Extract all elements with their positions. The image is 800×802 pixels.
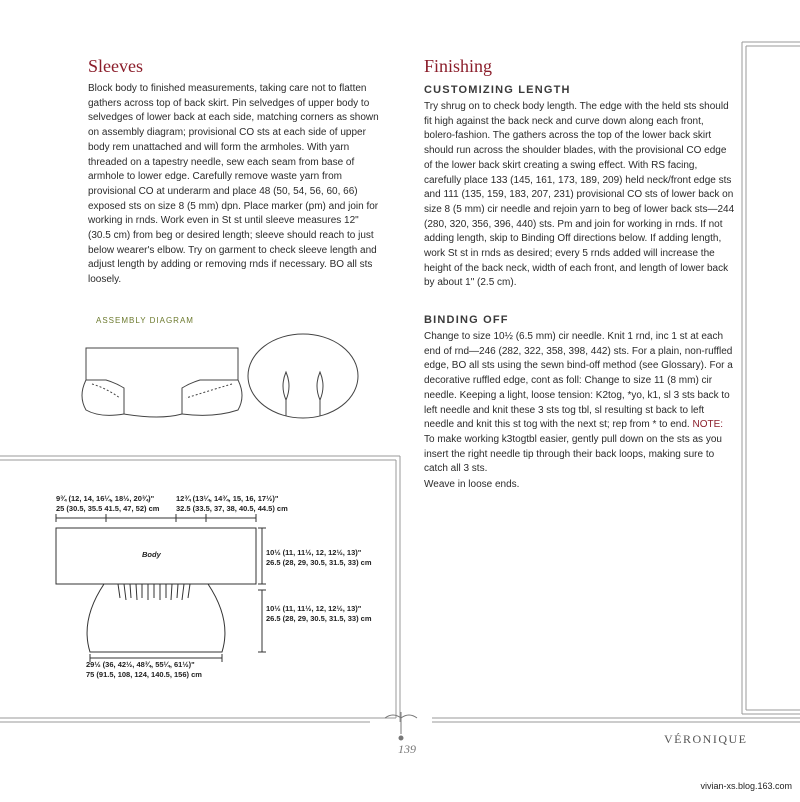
binding-off-note-text: To make working k3togtbl easier, gently pull down on the sts as you insert the right needle tip through their back loops, making sure to catch all 3 sts.: [424, 433, 722, 475]
side-upper-cm: 26.5 (28, 29, 30.5, 31.5, 33) cm: [266, 558, 372, 567]
side-lower-cm: 26.5 (28, 29, 30.5, 31.5, 33) cm: [266, 614, 372, 623]
body-label: Body: [142, 550, 161, 559]
bottom-inches: 29½ (36, 42½, 48¾, 55¼, 61½)": [86, 660, 195, 669]
side-lower-inches: 10½ (11, 11½, 12, 12½, 13)": [266, 604, 362, 613]
customizing-length-body: Try shrug on to check body length. The edge with the held sts should fit high against the back neck and curve down along each front, bolero-fashion. The gathers across the top of the lower back skirt should run across the shoulder blades, with the provisional CO edge of the lower back skirt creating a swing effect. With RS facing, carefully place 133 (145, 161, 173, 189, 209) held neck/front edge sts and 111 (135, 159, 183, 207, 231) provisional CO sts of lower back on size 8 (5 mm) cir needle and rejoin yarn to beg of lower back sts—244 (280, 320, 356, 396, 440) sts. Pm and join for working in rnds. If not adding length, skip to Binding Off directions below. If adding length, work St st in rnds as desired; every 5 rnds added will increase the height of the back neck, width of each front, and length of lower back by about 1" (2.5 cm).: [424, 101, 735, 289]
top-right-inches: 12¾ (13¼, 14¾, 15, 16, 17½)": [176, 494, 279, 503]
top-right-cm: 32.5 (33.5, 37, 38, 40.5, 44.5) cm: [176, 504, 288, 513]
sleeves-heading: Sleeves: [88, 56, 143, 76]
binding-off-body: [424, 330, 736, 477]
weave-in-text: Weave in loose ends.: [424, 479, 520, 490]
binding-off-title: BINDING OFF: [424, 314, 509, 326]
schematic-top-left-label: [56, 494, 159, 514]
schematic-bottom-label: [86, 660, 202, 680]
assembly-diagram-round-shape: [248, 334, 358, 418]
bottom-cm: 75 (91.5, 108, 124, 140.5, 156) cm: [86, 670, 202, 679]
schematic-side-lower-label: [266, 604, 372, 624]
watermark-text: vivian-xs.blog.163.com: [700, 781, 792, 791]
note-label: NOTE:: [692, 419, 724, 431]
top-left-cm: 25 (30.5, 35.5 41.5, 47, 52) cm: [56, 504, 160, 513]
finishing-heading: Finishing: [424, 56, 493, 76]
sleeves-body: Block body to finished measurements, taking care not to flatten gathers across top of back skirt. Pin selvedges of upper body to selvedges of lower back at each side, matching corners as shown on assembly diagram; provisional CO sts at each side of upper body rem unattached and will form the armholes. With yarn threaded on a tapestry needle, sew each seam from base of armhole to lower edge. Carefully remove waste yarn from provisional CO at underarm and place 48 (50, 54, 56, 60, 66) exposed sts on size 8 (5 mm) dpn. Place marker (pm) and join for working in rnds. Work even in St st until sleeve measures 12" (30.5 cm) from beg or desired length; sleeve should reach to just below wearer's elbow. Try on garment to check sleeve length and adjust length by adding or removing rnds if necessary. BO all sts loosely.: [88, 83, 379, 286]
schematic-top-right-label: [176, 494, 288, 514]
running-title: VÉRONIQUE: [664, 732, 748, 746]
assembly-diagram-t-shape: [82, 348, 242, 417]
side-upper-inches: 10½ (11, 11½, 12, 12½, 13)": [266, 548, 362, 557]
binding-off-text: Change to size 10½ (6.5 mm) cir needle. Knit 1 rnd, inc 1 st at each end of rnd—246 (282, 322, 358, 398, 442) sts. For a plain, non-ruffled edge, BO all sts using the sewn bind-off method (see Glossary). For a decorative ruffled edge, cont as foll: Change to size 11 (8 mm) cir needle. Keeping a light, loose tension: K2tog, *yo, k1, sl 3 sts back to left needle and knit these 3 sts tog tbl, sl resulting st back to left needle and knit this st tog with the next st; rep from * to end.: [424, 331, 733, 431]
page-number: 139: [398, 742, 416, 756]
top-left-inches: 9¾ (12, 14, 16¼, 18½, 20¾)": [56, 494, 155, 503]
customizing-length-title: CUSTOMIZING LENGTH: [424, 84, 571, 96]
ornament-icon: [385, 712, 417, 740]
schematic-side-upper-label: [266, 548, 372, 568]
assembly-diagram-label: ASSEMBLY DIAGRAM: [96, 316, 194, 325]
schematic-drawing: [56, 514, 266, 662]
